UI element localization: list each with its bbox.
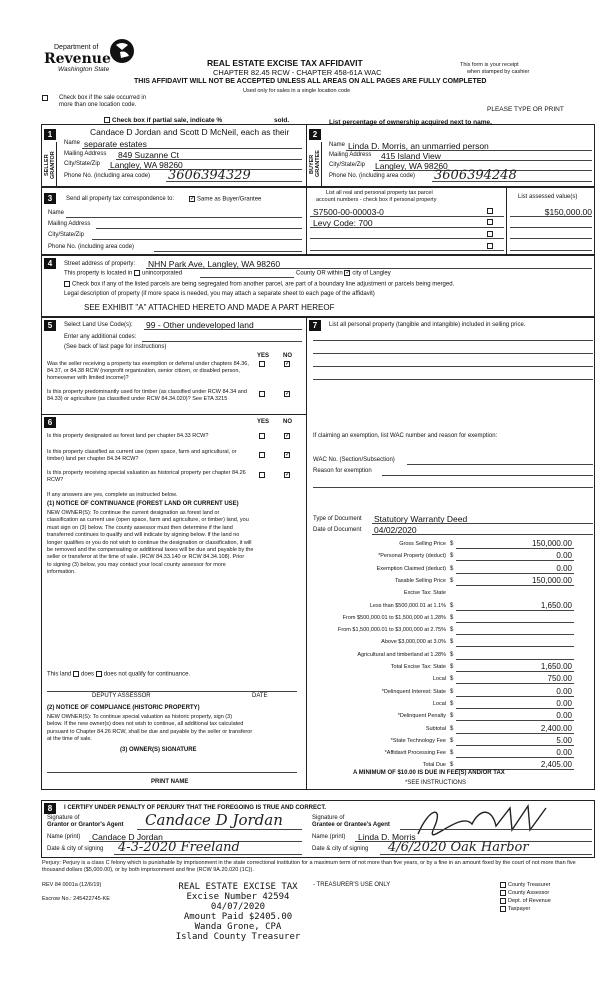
tax-line-value[interactable]: 2,400.00 bbox=[540, 724, 572, 733]
s6-q2-no-checkbox[interactable]: ✓ bbox=[285, 452, 291, 459]
notice-1-title: (1) NOTICE OF CONTINUANCE (FOREST LAND OR CURRENT USE) bbox=[47, 501, 239, 507]
form-title: REAL ESTATE EXCISE TAX AFFIDAVIT bbox=[207, 58, 363, 68]
does-not-qualify-label: does not qualify for continuance. bbox=[103, 671, 191, 678]
multi-location-label-1: Check box if the sale occurred in bbox=[59, 95, 147, 101]
legal-description-value[interactable]: SEE EXHIBIT "A" ATTACHED HERETO AND MADE A PART HEREOF bbox=[84, 303, 335, 312]
copy-treasurer-checkbox[interactable] bbox=[500, 882, 506, 888]
s6-q1: Is this property designated as forest land per chapter 84.33 RCW? bbox=[47, 433, 209, 439]
buyer-address[interactable]: 415 Island View bbox=[381, 151, 441, 161]
parcel-header-2: account numbers - check box if personal property bbox=[316, 197, 437, 203]
seller-phone[interactable]: 3606394329 bbox=[168, 168, 251, 183]
form-subtitle: CHAPTER 82.45 RCW - CHAPTER 458-61A WAC bbox=[213, 68, 382, 77]
street-address[interactable]: NHN Park Ave, Langley, WA 98260 bbox=[148, 259, 281, 269]
s6-q3-no-checkbox[interactable]: ✓ bbox=[285, 472, 291, 479]
s6-q1-no-checkbox[interactable]: ✓ bbox=[285, 433, 291, 440]
tax-line-label: Local bbox=[432, 676, 446, 682]
tax-line-label: *Delinquent Penalty bbox=[397, 713, 446, 719]
land-use-code[interactable]: 99 - Other undeveloped land bbox=[146, 320, 254, 330]
tax-line-label: Local bbox=[432, 701, 446, 707]
tax-line-currency: $ bbox=[450, 701, 454, 707]
s5-no-header: NO bbox=[283, 353, 292, 359]
tax-line-label: Taxable Selling Price bbox=[394, 578, 446, 584]
tax-line-currency: $ bbox=[450, 652, 454, 658]
levy-code[interactable]: Levy Code: 700 bbox=[313, 218, 373, 228]
s5-q2-yes-checkbox[interactable] bbox=[259, 391, 265, 397]
tax-line-label: From $1,500,000.01 to $3,000,000 at 2.75% bbox=[338, 627, 446, 633]
send-correspondence-label: Send all property tax correspondence to: bbox=[66, 196, 175, 202]
unincorporated-checkbox[interactable] bbox=[134, 270, 140, 276]
section-1-badge: 1 bbox=[44, 129, 56, 140]
tax-line-value[interactable]: 150,000.00 bbox=[531, 576, 572, 585]
ownership-note: List percentage of ownership acquired next to name. bbox=[329, 119, 492, 126]
print-name-label: PRINT NAME bbox=[151, 779, 189, 785]
grantee-date-city-label: Date & city of signing bbox=[312, 846, 369, 852]
tax-line-currency: $ bbox=[450, 726, 454, 732]
tax-line-value[interactable]: 5.00 bbox=[556, 736, 572, 745]
section-8-badge: 8 bbox=[44, 803, 56, 814]
grantee-date-city[interactable]: 4/6/2020 Oak Harbor bbox=[388, 840, 529, 855]
tax-line-currency: $ bbox=[450, 750, 454, 756]
perjury-notice: Perjury: Perjury is a class C felony which is punishable by imprisonment in the state correctional institution for a maximum term of not more than five years, or by a fine in an amount fixed by the court of not more than five thousand dollars ($5,000.00), or by both imprisonment and fine (RCW 9A.20.020 (1C)). bbox=[42, 860, 576, 873]
tax-line-label: From $500,000.01 to $1,500,000 at 1.28% bbox=[342, 615, 446, 621]
tax-line-currency: $ bbox=[450, 639, 454, 645]
tax-line-value[interactable]: 0.00 bbox=[556, 711, 572, 720]
buyer-address-label: Mailing Address bbox=[329, 152, 372, 158]
does-not-qualify-checkbox[interactable] bbox=[96, 671, 102, 677]
s6-q3-yes-checkbox[interactable] bbox=[259, 472, 265, 478]
copy-assessor-checkbox[interactable] bbox=[500, 890, 506, 896]
s5-q1-no-checkbox[interactable]: ✓ bbox=[285, 361, 291, 368]
located-in-label: This property is located in bbox=[64, 270, 133, 277]
deputy-date-label: DATE bbox=[252, 693, 268, 699]
tax-line-label: Subtotal bbox=[425, 726, 446, 732]
seller-city[interactable]: Langley, WA 98260 bbox=[110, 160, 183, 170]
s6-q3: Is this property receiving special valuation as historical property per chapter 84.26 RCW? bbox=[47, 470, 246, 483]
doc-type[interactable]: Statutory Warranty Deed bbox=[374, 514, 468, 524]
tax-line-value[interactable]: 750.00 bbox=[547, 674, 572, 683]
s5-q1-yes-checkbox[interactable] bbox=[259, 361, 265, 367]
doc-type-label: Type of Document bbox=[313, 516, 362, 522]
s6-q2: Is this property classified as current use (open space, farm and agricultural, or timber) land per chapter 84.34 RCW? bbox=[47, 449, 237, 462]
additional-codes-label: Enter any additional codes: bbox=[64, 334, 137, 340]
segregated-label: Check box if any of the listed parcels are being segregated from another parcel, are part of a boundary line adjustment or parcels being merged. bbox=[72, 281, 455, 288]
seller-name-value[interactable]: separate estates bbox=[84, 139, 147, 149]
exemption-label: If claiming an exemption, list WAC number and reason for exemption: bbox=[313, 433, 498, 439]
street-label: Street address of property: bbox=[64, 261, 136, 267]
same-as-buyer-checkbox[interactable]: ✓ bbox=[190, 196, 196, 202]
tax-line-value[interactable]: 0.00 bbox=[556, 687, 572, 696]
tax-line-value[interactable]: 1,650.00 bbox=[540, 662, 572, 671]
tax-line-currency: $ bbox=[450, 553, 454, 559]
grantor-date-city[interactable]: 4-3-2020 Freeland bbox=[118, 840, 240, 855]
same-as-buyer-label: Same as Buyer/Grantee bbox=[197, 196, 262, 203]
parcel-header-1: List all real and personal property tax parcel bbox=[326, 190, 433, 196]
tax-line-label: *Affidavit Processing Fee bbox=[384, 750, 446, 756]
owner-signature-label: (3) OWNER(S) SIGNATURE bbox=[120, 747, 197, 753]
multi-location-checkbox[interactable] bbox=[42, 95, 48, 101]
treasurer-use-only: - TREASURER'S USE ONLY bbox=[313, 882, 391, 888]
multi-location-label-2: more than one location code. bbox=[59, 102, 137, 108]
notice-2-title: (2) NOTICE OF COMPLIANCE (HISTORIC PROPERTY) bbox=[47, 705, 200, 711]
tax-line-currency: $ bbox=[450, 541, 454, 547]
partial-sale-label: Check box if partial sale, indicate % bbox=[112, 117, 223, 124]
deputy-assessor-label: DEPUTY ASSESSOR bbox=[92, 693, 151, 699]
s3-mailing-label: Mailing Address bbox=[48, 221, 91, 227]
assessed-value-1[interactable]: $150,000.00 bbox=[544, 207, 592, 217]
grantor-signature[interactable]: Candace D Jordan bbox=[145, 811, 283, 829]
tax-line-currency: $ bbox=[450, 627, 454, 633]
s6-yes-header: YES bbox=[257, 419, 270, 425]
see-back-label: (See back of last page for instructions) bbox=[64, 344, 167, 350]
parcel-3-personal-checkbox[interactable] bbox=[487, 231, 493, 237]
notice-2-body: NEW OWNER(S): To continue special valuation as historic property, sign (3) below. If the new owner(s) does not wish to continue, all additional tax calculated pursuant to Chapter 84.26 RCW, shall be due and payable by the seller or transferor at the time of sale. bbox=[47, 714, 253, 743]
copy-dor-checkbox[interactable] bbox=[500, 898, 506, 904]
logo-state: Washington State bbox=[58, 66, 110, 73]
tax-line-currency: $ bbox=[450, 664, 454, 670]
tax-line-label: Total Due bbox=[422, 762, 446, 768]
does-qualify-checkbox[interactable] bbox=[73, 671, 79, 677]
tax-line-label: Exemption Claimed (deduct) bbox=[376, 566, 446, 572]
city-of-langley[interactable]: city of Langley bbox=[352, 270, 391, 277]
grantee-name-print[interactable]: Linda D. Morris bbox=[358, 832, 416, 842]
land-use-label: Select Land Use Code(s): bbox=[64, 322, 133, 328]
buyer-grantee-label: BUYER GRANTEE bbox=[309, 150, 321, 178]
s6-q1-yes-checkbox[interactable] bbox=[259, 433, 265, 439]
dor-logo-icon bbox=[108, 36, 136, 66]
seller-address[interactable]: 849 Suzanne Ct bbox=[118, 150, 179, 160]
parcel-number-1[interactable]: S7500-00-00003-0 bbox=[313, 207, 384, 217]
tax-line-label: Excise Tax: State bbox=[403, 590, 446, 596]
grantee-name-print-label: Name (print) bbox=[312, 834, 346, 840]
grantee-sig-label-1: Signature of bbox=[312, 815, 345, 821]
tax-line-value[interactable]: 0.00 bbox=[556, 699, 572, 708]
escrow-number: Escrow No.: 245422745-KE bbox=[42, 896, 110, 902]
s6-no-header: NO bbox=[283, 419, 292, 425]
seller-address-label: Mailing Address bbox=[64, 151, 107, 157]
wac-number-label: WAC No. (Section/Subsection) bbox=[313, 457, 395, 463]
doc-date-label: Date of Document bbox=[313, 527, 362, 533]
parcel-2-personal-checkbox[interactable] bbox=[487, 219, 493, 225]
tax-line-currency: $ bbox=[450, 615, 454, 621]
s5-q2-no-checkbox[interactable]: ✓ bbox=[285, 391, 291, 398]
logo-dept: Department of bbox=[54, 44, 99, 51]
section-7-badge: 7 bbox=[309, 320, 321, 331]
tax-line-label: *State Technology Fee bbox=[390, 738, 446, 744]
minimum-due-note: A MINIMUM OF $10.00 IS DUE IN FEE(S) AND/OR TAX bbox=[353, 770, 505, 776]
city-of-checkbox[interactable]: ✓ bbox=[345, 270, 351, 276]
tax-line-currency: $ bbox=[450, 578, 454, 584]
section-6-badge: 6 bbox=[44, 417, 56, 428]
this-land-label: This land bbox=[47, 671, 72, 678]
form-revision: REV 84 0001a (12/6/19) bbox=[42, 882, 102, 888]
tax-line-currency: $ bbox=[450, 566, 454, 572]
tax-line-label: Total Excise Tax: State bbox=[390, 664, 446, 670]
see-instructions: *SEE INSTRUCTIONS bbox=[405, 780, 467, 786]
please-type: PLEASE TYPE OR PRINT bbox=[487, 106, 564, 113]
s3-city-label: City/State/Zip bbox=[48, 232, 85, 238]
segregated-checkbox[interactable] bbox=[64, 281, 70, 287]
county-within-label: County OR within bbox=[296, 270, 343, 277]
parcel-1-personal-checkbox[interactable] bbox=[487, 208, 493, 214]
s5-yes-header: YES bbox=[257, 353, 270, 359]
tax-line-currency: $ bbox=[450, 603, 454, 609]
copy-taxpayer-checkbox[interactable] bbox=[500, 906, 506, 912]
assessed-header: List assessed value(s) bbox=[518, 194, 578, 200]
grantee-signature[interactable] bbox=[400, 804, 560, 838]
tax-line-value[interactable]: 2,405.00 bbox=[540, 760, 572, 769]
seller-grantor-label: SELLER GRANTOR bbox=[44, 151, 56, 179]
form-warning: THIS AFFIDAVIT WILL NOT BE ACCEPTED UNLESS ALL AREAS ON ALL PAGES ARE FULLY COMPLETED bbox=[134, 78, 487, 85]
buyer-city-label: City/State/Zip bbox=[329, 162, 366, 168]
if-any-yes: If any answers are yes, complete as instructed below. bbox=[47, 492, 178, 498]
section-3-badge: 3 bbox=[44, 193, 56, 204]
tax-line-label: Less than $500,000.01 at 1.1% bbox=[369, 603, 446, 609]
partial-sale-checkbox[interactable] bbox=[104, 117, 110, 123]
buyer-city[interactable]: Langley, WA 98260 bbox=[375, 161, 448, 171]
s3-name-label: Name bbox=[48, 210, 65, 216]
s6-q2-yes-checkbox[interactable] bbox=[259, 452, 265, 458]
tax-line-currency: $ bbox=[450, 689, 454, 695]
buyer-name-label: Name bbox=[329, 142, 346, 148]
personal-property-label: List all personal property (tangible and intangible) included in selling price. bbox=[329, 322, 526, 328]
tax-line-currency: $ bbox=[450, 738, 454, 744]
grantor-name-print-label: Name (print) bbox=[47, 834, 81, 840]
tax-line-value[interactable]: 0.00 bbox=[556, 748, 572, 757]
seller-name-line[interactable]: Candace D Jordan and Scott D McNeil, each as their bbox=[90, 127, 290, 137]
tax-line-label: Gross Selling Price bbox=[399, 541, 446, 547]
grantee-sig-label-2: Grantee or Grantee's Agent bbox=[312, 822, 390, 828]
unincorporated-label: unincorporated bbox=[142, 270, 183, 277]
reason-label: Reason for exemption bbox=[313, 468, 372, 474]
tax-line-label: *Delinquent Interest: State bbox=[381, 689, 446, 695]
tax-line-currency: $ bbox=[450, 762, 454, 768]
tax-line-label: Agricultural and timberland at 1.28% bbox=[357, 652, 446, 658]
seller-phone-label: Phone No. (including area code) bbox=[64, 173, 151, 179]
doc-date[interactable]: 04/02/2020 bbox=[374, 525, 417, 535]
certify-statement: I CERTIFY UNDER PENALTY OF PERJURY THAT THE FOREGOING IS TRUE AND CORRECT. bbox=[64, 805, 327, 811]
buyer-phone[interactable]: 3606394248 bbox=[434, 168, 517, 183]
seller-city-label: City/State/Zip bbox=[64, 161, 101, 167]
tax-line-value[interactable]: 0.00 bbox=[556, 551, 572, 560]
tax-line-currency: $ bbox=[450, 676, 454, 682]
tax-line-label: *Personal Property (deduct) bbox=[378, 553, 446, 559]
parcel-4-personal-checkbox[interactable] bbox=[487, 243, 493, 249]
sold-label: sold. bbox=[274, 117, 290, 124]
legal-description-label: Legal description of property (if more space is needed, you may attach a separate sheet to each page of the affidavit) bbox=[64, 291, 375, 297]
s5-q2: Is this property predominantly used for timber (as classified under RCW 84.34 and 84.33) or agriculture (as classified under RCW 84.34.020)? See ETA 3215 bbox=[47, 389, 247, 402]
tax-line-currency: $ bbox=[450, 713, 454, 719]
logo-revenue: Revenue bbox=[44, 51, 111, 67]
copy-distribution: County Treasurer County Assessor Dept. of Revenue Taxpayer bbox=[500, 881, 551, 913]
tax-line-value[interactable]: 1,650.00 bbox=[540, 601, 572, 610]
notice-1-body: NEW OWNER(S): To continue the current designation as forest land or classification as current use (open space, farm and agriculture, or timber) land, you must sign on (3) below. The county assessor must then determine if the land transferred continues to qualify and will indicate by signing below. If the land no longer qualifies or you do not wish to continue the designation or classification, it will be removed and the compensating or additional taxes will be due and payable by the seller or transferor at the time of sale. (RCW 84.33.140 or RCW 84.34.108). Prior to signing (3) below, you may contact your local county assessor for more information. bbox=[47, 510, 254, 576]
tax-line-value[interactable]: 150,000.00 bbox=[531, 539, 572, 548]
receipt-note-1: This form is your receipt bbox=[460, 62, 519, 68]
buyer-name[interactable]: Linda D. Morris, an unmarried person bbox=[348, 141, 489, 151]
grantor-sig-label-2: Grantor or Grantor's Agent bbox=[47, 822, 124, 828]
single-location-note: Used only for sales in a single location code bbox=[243, 88, 351, 94]
tax-line-label: Above $3,000,000 at 3.0% bbox=[381, 639, 446, 645]
tax-line-value[interactable]: 0.00 bbox=[556, 564, 572, 573]
section-5-badge: 5 bbox=[44, 320, 56, 331]
s3-phone-label: Phone No. (including area code) bbox=[48, 244, 135, 250]
treasurer-stamp: REAL ESTATE EXCISE TAX Excise Number 42594 04/07/2020 Amount Paid $2405.00 Wanda Grone, CPA Island County Treasurer bbox=[175, 882, 301, 942]
grantor-name-print[interactable]: Candace D Jordan bbox=[92, 832, 163, 842]
grantor-date-city-label: Date & city of signing bbox=[47, 846, 104, 852]
s5-q1: Was the seller receiving a property tax exemption or deferral under chapters 84.36, 84.37, or 84.38 RCW (nonprofit organization, senior citizen, or disabled person, homeowner with limited income)? bbox=[47, 361, 249, 381]
buyer-phone-label: Phone No. (including area code) bbox=[329, 173, 416, 179]
grantor-sig-label-1: Signature of bbox=[47, 815, 80, 821]
section-2-badge: 2 bbox=[309, 129, 321, 140]
section-4-badge: 4 bbox=[44, 258, 56, 269]
receipt-note-2: when stamped by cashier bbox=[467, 69, 530, 75]
seller-name-label: Name bbox=[64, 140, 81, 146]
